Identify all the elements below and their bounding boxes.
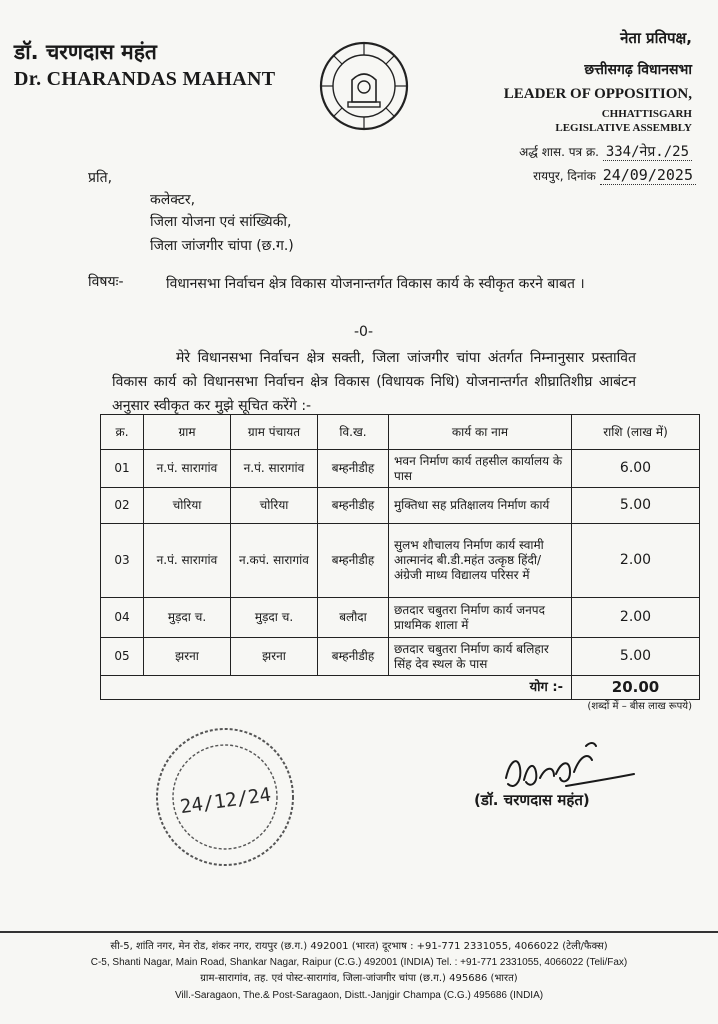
total-label: योग :- bbox=[101, 676, 572, 700]
cell-work: सुलभ शौचालय निर्माण कार्य स्वामी आत्मानंद बी.डी.महंत उत्कृष्ठ हिंदी/अंग्रेजी माध्य विद्यालय परिसर में bbox=[389, 524, 572, 598]
designation-english: LEADER OF OPPOSITION, bbox=[503, 86, 692, 102]
footer-address-english: C-5, Shanti Nagar, Main Road, Shankar Nagar, Raipur (C.G.) 492001 (INDIA) Tel. : +91-771 2331055, 4066022 (Teli/Fax) bbox=[90, 957, 628, 968]
cell-work: छतदार चबुतरा निर्माण कार्य बलिहार सिंह देव स्थल के पास bbox=[389, 638, 572, 676]
reference-number bbox=[519, 142, 692, 161]
recipient-line: कलेक्टर, bbox=[150, 192, 196, 208]
cell-amount: 2.00 bbox=[572, 598, 700, 638]
cell-block: बम्हनीडीह bbox=[318, 638, 389, 676]
assembly-emblem-icon bbox=[318, 40, 410, 132]
footer-village-hindi: ग्राम-सारागांव, तह. एवं पोस्ट-सारागांव, जिला-जांजगीर चांपा (छ.ग.) 495686 (भारत) bbox=[200, 973, 518, 984]
designation-hindi: नेता प्रतिपक्ष, bbox=[620, 29, 692, 47]
signatory-name: (डॉ. चरणदास महंत) bbox=[474, 791, 590, 809]
table-row bbox=[101, 488, 700, 524]
cell-amount: 2.00 bbox=[572, 524, 700, 598]
body-paragraph: मेरे विधानसभा निर्वाचन क्षेत्र सक्ती, जिला जांजगीर चांपा अंतर्गत निम्नानुसार प्रस्तावित विकास कार्य को विधानसभा निर्वाचन क्षेत्र विकास (विधायक निधि) योजनान्तर्गत शीघ्रातिशीघ्र आबंटन अनुसार स्वीकृत कर मुझे सूचित करेंगे :- bbox=[112, 350, 636, 414]
footer-village-english: Vill.-Saragaon, The.& Post-Saragaon, Distt.-Janjgir Champa (C.G.) 495686 (INDIA) bbox=[174, 990, 544, 1001]
header-work-name: कार्य का नाम bbox=[389, 415, 572, 450]
header-village: ग्राम bbox=[144, 415, 231, 450]
cell-panchayat: चोरिया bbox=[231, 488, 318, 524]
cell-amount: 5.00 bbox=[572, 488, 700, 524]
header-serial: क्र. bbox=[101, 415, 144, 450]
cell-panchayat: न.पं. सारागांव bbox=[231, 450, 318, 488]
table-row bbox=[101, 638, 700, 676]
date-value: 24/09/2025 bbox=[600, 166, 696, 185]
cell-amount: 6.00 bbox=[572, 450, 700, 488]
cell-village: न.पं. सारागांव bbox=[144, 524, 231, 598]
table-row bbox=[101, 598, 700, 638]
cell-work: मुक्तिधा सह प्रतिक्षालय निर्माण कार्य bbox=[389, 488, 572, 524]
footer-divider bbox=[0, 931, 718, 933]
date-label: रायपुर, दिनांक bbox=[533, 169, 596, 183]
table-header-row bbox=[101, 415, 700, 450]
cell-work: छतदार चबुतरा निर्माण कार्य जनपद प्राथमिक शाला में bbox=[389, 598, 572, 638]
seal-date: 24/12/24 bbox=[178, 783, 273, 819]
cell-panchayat: न.कपं. सारागांव bbox=[231, 524, 318, 598]
salutation-prati: प्रति, bbox=[88, 170, 113, 186]
reference-label: अर्द्ध शास. पत्र क्र. bbox=[519, 145, 599, 159]
cell-village: चोरिया bbox=[144, 488, 231, 524]
cell-amount: 5.00 bbox=[572, 638, 700, 676]
cell-block: बम्हनीडीह bbox=[318, 450, 389, 488]
cell-serial: 04 bbox=[101, 598, 144, 638]
table-row bbox=[101, 524, 700, 598]
separator: -0- bbox=[354, 324, 374, 340]
cell-serial: 03 bbox=[101, 524, 144, 598]
total-in-words: (शब्दों में – बीस लाख रूपये) bbox=[587, 701, 692, 712]
recipient-line: जिला जांजगीर चांपा (छ.ग.) bbox=[150, 238, 294, 254]
cell-block: बम्हनीडीह bbox=[318, 488, 389, 524]
cell-block: बलौदा bbox=[318, 598, 389, 638]
total-value: 20.00 bbox=[572, 676, 700, 700]
header-block: वि.ख. bbox=[318, 415, 389, 450]
subject-text: विधानसभा निर्वाचन क्षेत्र विकास योजनान्तर्गत विकास कार्य के स्वीकृत करने बाबत । bbox=[166, 276, 585, 292]
recipient-line: जिला योजना एवं सांख्यिकी, bbox=[150, 214, 292, 230]
cell-serial: 05 bbox=[101, 638, 144, 676]
cell-village: झरना bbox=[144, 638, 231, 676]
assembly-english: LEGISLATIVE ASSEMBLY bbox=[555, 122, 692, 134]
reference-number-value: 334/नेप्र./25 bbox=[603, 144, 692, 161]
office-seal-stamp bbox=[150, 722, 300, 872]
cell-block: बम्हनीडीह bbox=[318, 524, 389, 598]
state-english: CHHATTISGARH bbox=[601, 108, 692, 120]
cell-serial: 02 bbox=[101, 488, 144, 524]
cell-panchayat: मुड़दा च. bbox=[231, 598, 318, 638]
letter-date bbox=[533, 166, 696, 184]
cell-panchayat: झरना bbox=[231, 638, 318, 676]
table-total-row bbox=[101, 676, 700, 700]
cell-serial: 01 bbox=[101, 450, 144, 488]
table-row bbox=[101, 450, 700, 488]
sender-name-english: Dr. CHARANDAS MAHANT bbox=[14, 68, 276, 90]
header-amount: राशि (लाख में) bbox=[572, 415, 700, 450]
cell-village: मुड़दा च. bbox=[144, 598, 231, 638]
subject-label: विषयः- bbox=[88, 274, 124, 290]
cell-work: भवन निर्माण कार्य तहसील कार्यालय के पास bbox=[389, 450, 572, 488]
assembly-hindi: छत्तीसगढ़ विधानसभा bbox=[584, 62, 692, 78]
cell-village: न.पं. सारागांव bbox=[144, 450, 231, 488]
footer-address-hindi: सी-5, शांति नगर, मेन रोड, शंकर नगर, रायपुर (छ.ग.) 492001 (भारत) दूरभाष : +91-771 2331055, 4066022 (टेली/फैक्स) bbox=[110, 941, 608, 952]
header-panchayat: ग्राम पंचायत bbox=[231, 415, 318, 450]
works-table bbox=[100, 414, 700, 700]
sender-name-hindi: डॉ. चरणदास महंत bbox=[14, 40, 157, 64]
